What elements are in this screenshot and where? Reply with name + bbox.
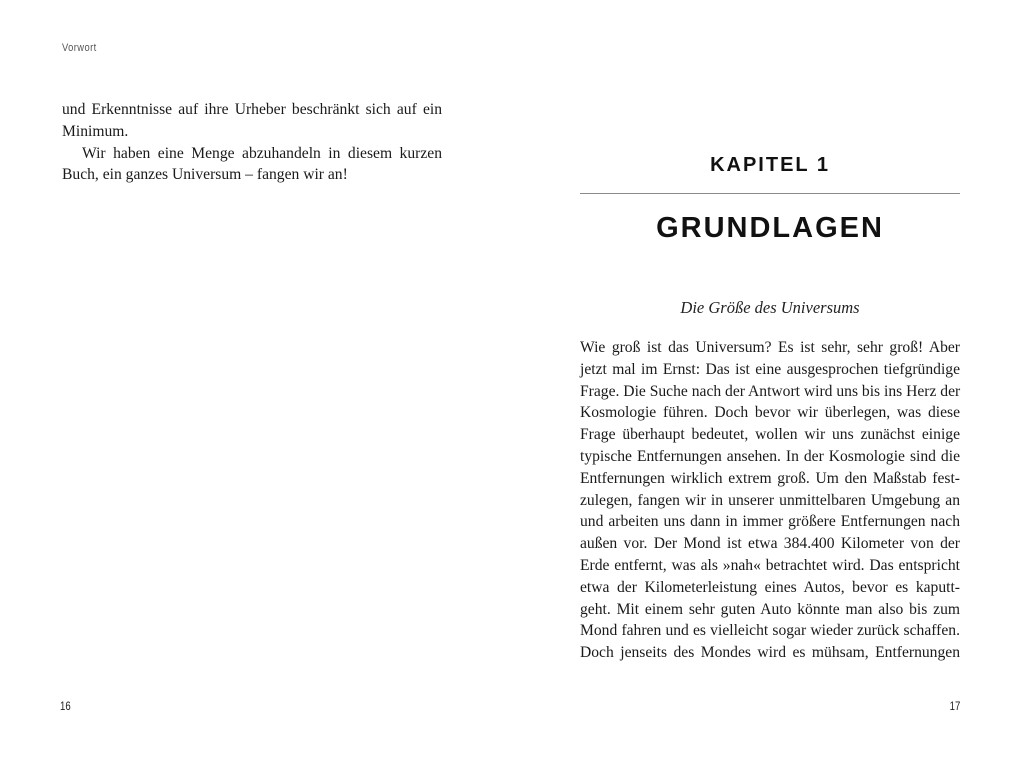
text-line: Frage überhaupt bedeutet, wollen wir uns zunächst einige — [580, 426, 960, 444]
running-head: Vorwort — [62, 42, 97, 54]
right-body-text — [580, 337, 960, 664]
text-line: Erde entfernt, was als »nah« betrachtet wird. Das entspricht — [580, 556, 960, 574]
text-line: Wie groß ist das Universum? Es ist sehr, sehr groß! Aber — [580, 339, 960, 356]
page-number: 17 — [949, 699, 960, 713]
paragraph: Wir haben eine Menge abzuhandeln in diesem kurzen Buch, ein ganzes Universum – fangen wir an! — [62, 144, 442, 184]
chapter-label: KAPITEL 1 — [710, 154, 830, 176]
text-line: Kosmologie führen. Doch bevor wir überlegen, was diese — [580, 404, 960, 422]
text-line: geht. Mit einem sehr guten Auto könnte man also bis zum — [580, 600, 960, 618]
chapter-title: GRUNDLAGEN — [656, 212, 884, 244]
text-line: etwa der Kilometerleistung eines Autos, bevor es kaputt- — [580, 578, 960, 596]
right-page — [510, 0, 1020, 763]
text-line: Mond fahren und es vielleicht sogar wieder zurück schaffen. — [580, 622, 960, 640]
chapter-divider — [580, 193, 960, 194]
text-line: Frage. Die Suche nach der Antwort wird uns bis ins Herz der — [580, 382, 961, 400]
paragraph: und Erkenntnisse auf ihre Urheber beschränkt sich auf ein Minimum. — [62, 101, 442, 140]
text-line: und arbeiten uns dann in immer größere Entfernungen nach — [580, 513, 960, 531]
left-body-text — [62, 99, 442, 186]
text-line: zulegen, fangen wir in unserer unmittelbaren Umgebung an — [580, 491, 960, 509]
text-line: Entfernungen wirklich extrem groß. Um den Maßstab fest- — [580, 469, 960, 487]
text-line: typische Entfernungen ansehen. In der Kosmologie sind die — [580, 447, 960, 465]
page-number: 16 — [60, 699, 71, 713]
text-line: Doch jenseits des Mondes wird es mühsam, Entfernungen — [580, 644, 960, 662]
text-line: jetzt mal im Ernst: Das ist eine ausgesprochen tiefgründige — [580, 360, 960, 378]
section-title: Die Größe des Universums — [680, 298, 860, 317]
text-line: außen vor. Der Mond ist etwa 384.400 Kilometer von der — [580, 535, 960, 553]
